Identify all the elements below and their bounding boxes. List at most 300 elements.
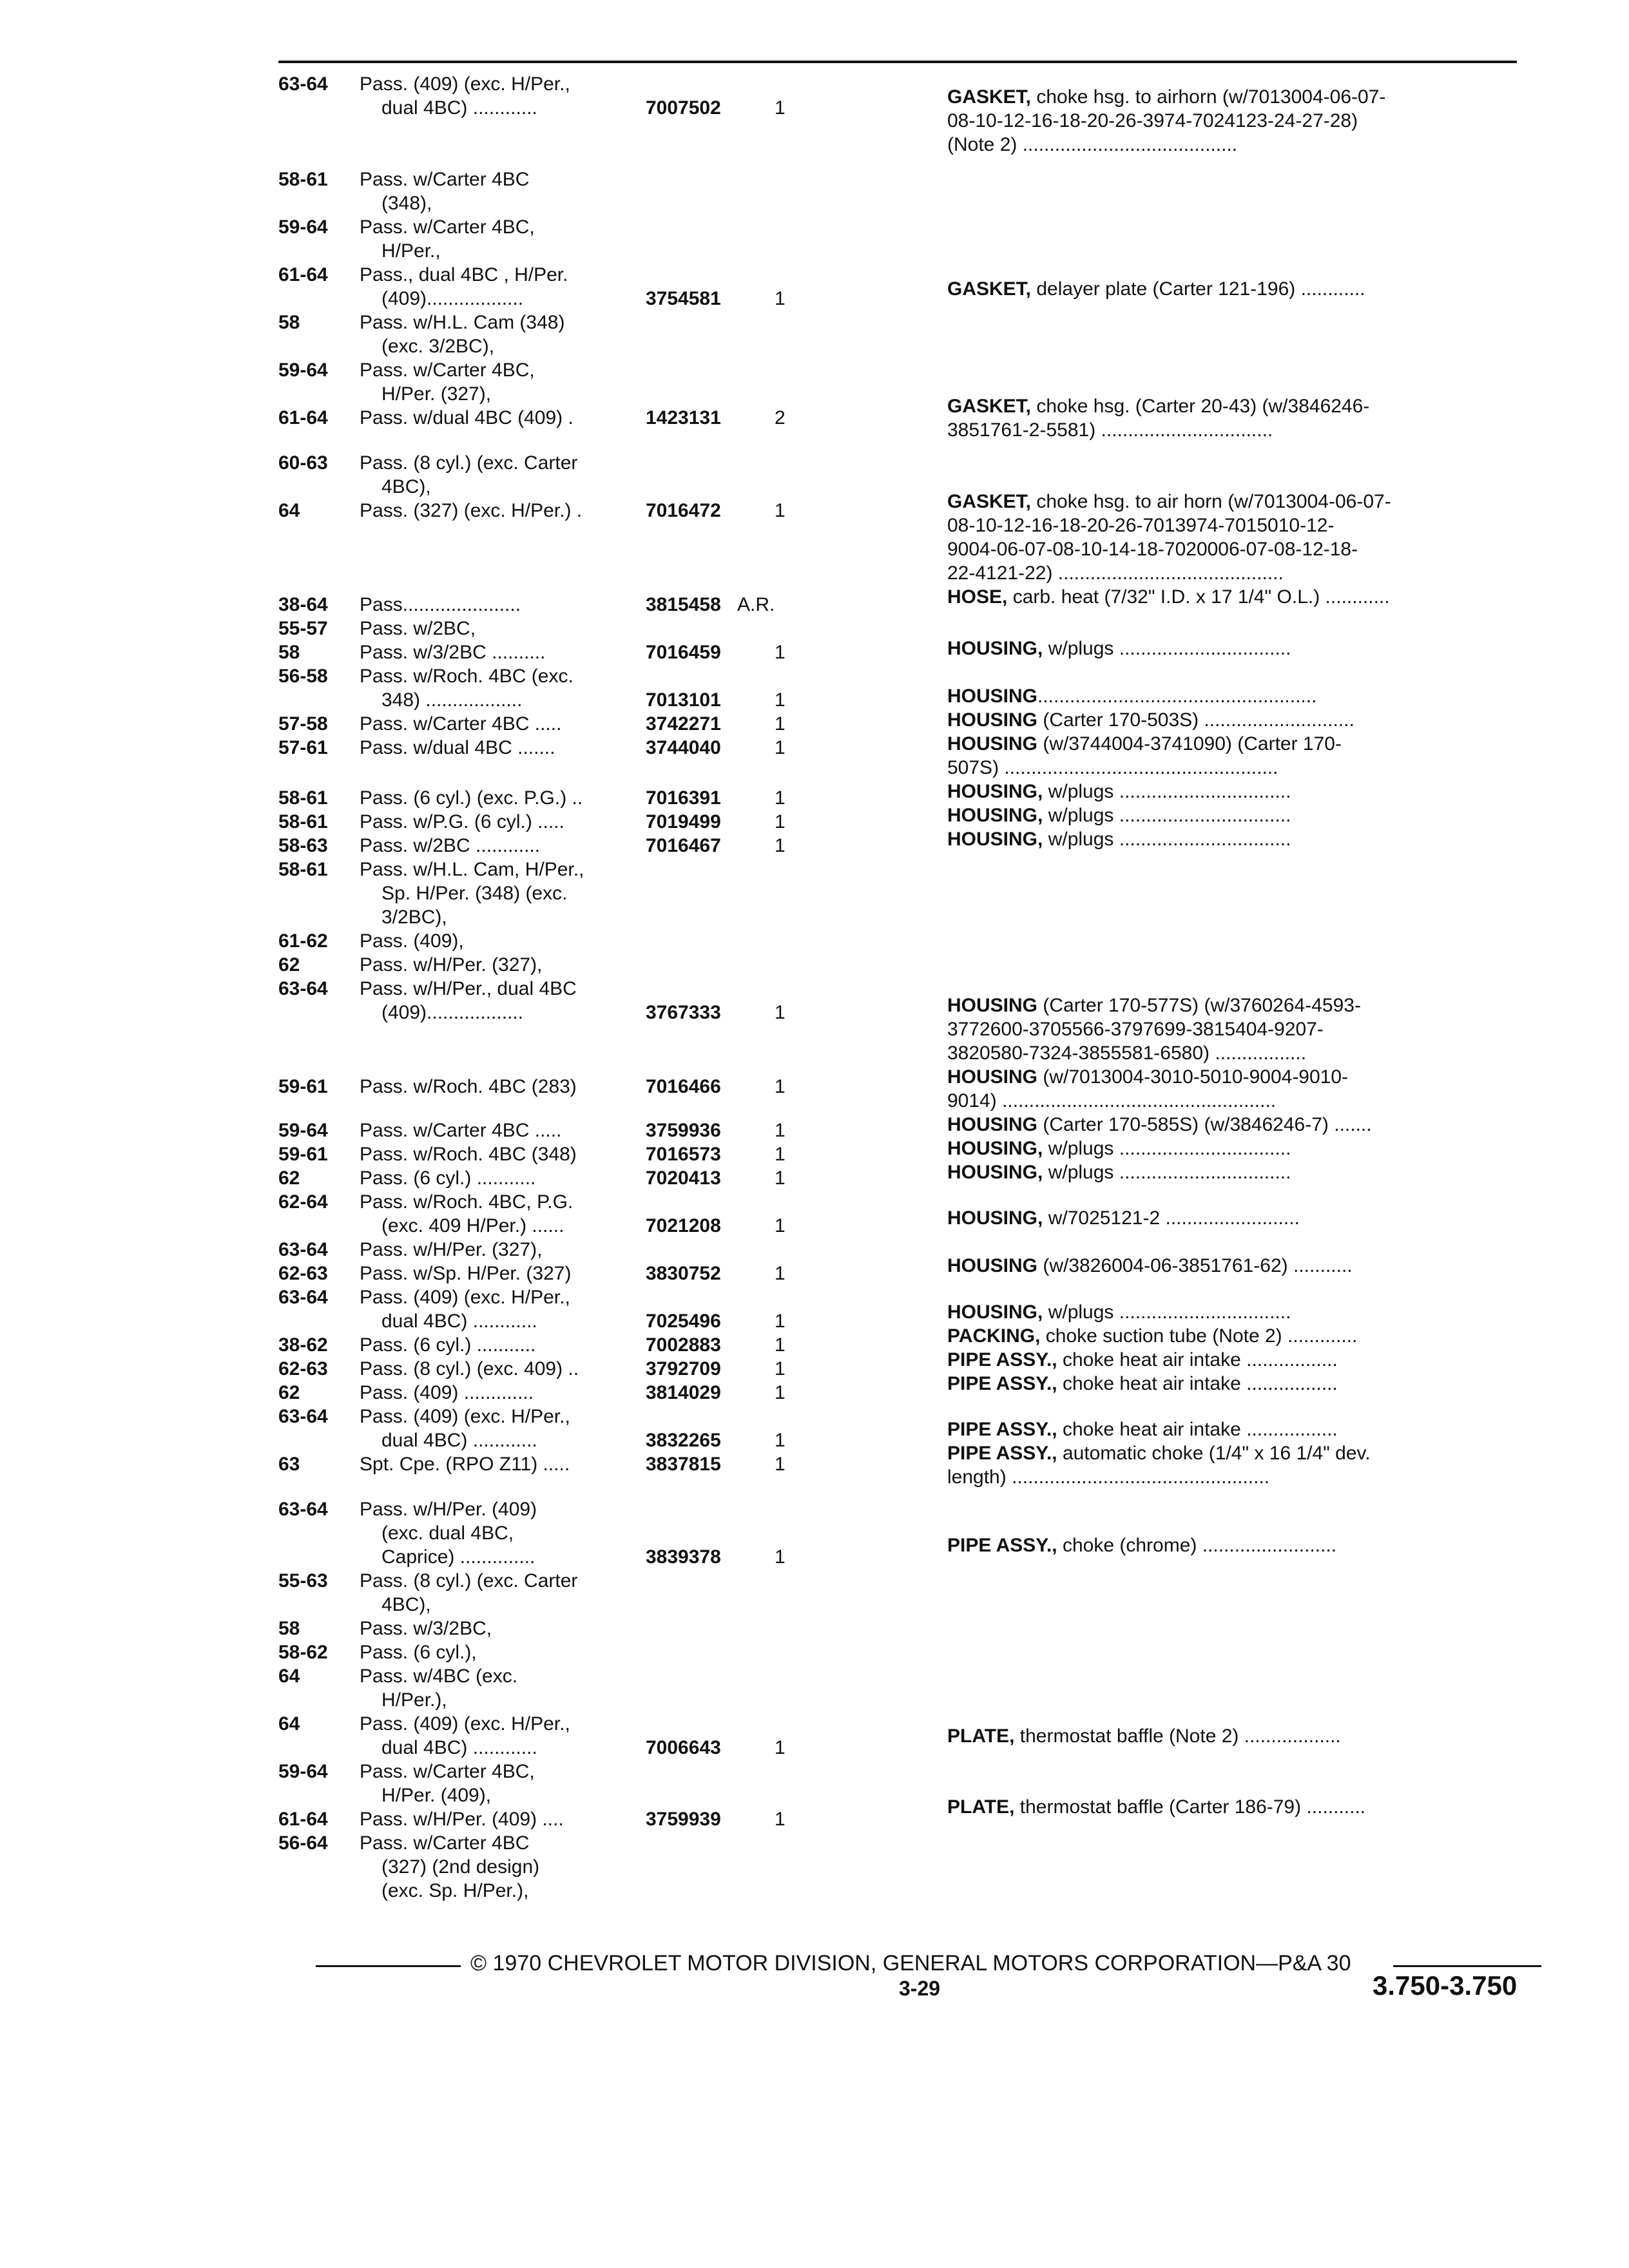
application-text: Pass. w/2BC, — [360, 618, 476, 639]
description-text: choke heat air intake ................. — [1057, 1373, 1338, 1394]
quantity: 1 — [775, 713, 786, 735]
part-description — [947, 994, 1527, 1184]
part-description — [947, 277, 1527, 301]
application-row — [278, 1879, 845, 1903]
quantity: 1 — [775, 1168, 786, 1189]
application-row — [278, 1712, 845, 1736]
application-text: Pass. (6 cyl.) ........... — [360, 1168, 536, 1189]
part-number: 3767333 — [646, 1002, 721, 1023]
application-text: Pass. w/Roch. 4BC, P.G. — [360, 1191, 574, 1213]
application-row — [278, 1285, 845, 1309]
description-line — [947, 1795, 1527, 1819]
application-text: Pass. (409) (exc. H/Per., — [360, 73, 570, 95]
application-text: Pass. w/4BC (exc. — [360, 1666, 518, 1687]
description-text: (w/3744004-3741090) (Carter 170- — [1037, 733, 1342, 754]
description-text: 3851761-2-5581) ................................ — [947, 419, 1273, 441]
application-row — [278, 1593, 845, 1617]
application-text: Pass. w/Carter 4BC — [360, 169, 530, 190]
quantity: 1 — [775, 500, 786, 521]
model-years: 59-64 — [278, 216, 328, 238]
application-row — [278, 1166, 845, 1190]
description-line — [947, 708, 1527, 732]
application-row — [278, 1545, 845, 1569]
quantity: 1 — [775, 835, 786, 856]
part-number: 3759939 — [646, 1809, 721, 1830]
application-text: 4BC), — [381, 1594, 431, 1615]
quantity: 1 — [775, 1382, 786, 1403]
model-years: 59-64 — [278, 1761, 328, 1782]
part-name: HOUSING, — [947, 781, 1043, 802]
model-years: 63-64 — [278, 978, 328, 999]
application-group — [278, 593, 845, 760]
application-row — [278, 1640, 845, 1664]
description-line — [947, 1372, 1527, 1396]
part-name: HOUSING, — [947, 638, 1043, 659]
part-description — [947, 1418, 1527, 1489]
application-text: (exc. 409 H/Per.) ...... — [381, 1215, 564, 1236]
description-text: choke (chrome) ......................... — [1057, 1535, 1337, 1556]
application-text: Caprice) .............. — [381, 1546, 535, 1568]
application-row — [278, 499, 845, 523]
part-name: HOUSING — [947, 733, 1038, 754]
application-row — [278, 1783, 845, 1807]
part-number: 7006643 — [646, 1737, 721, 1758]
description-text: w/plugs ................................ — [1043, 1302, 1291, 1323]
part-number: 7016466 — [646, 1076, 721, 1097]
application-text: Pass. w/2BC ............ — [360, 835, 541, 856]
application-row — [278, 953, 845, 977]
application-row — [278, 1119, 845, 1142]
quantity: 1 — [775, 1737, 786, 1758]
part-name: HOUSING, — [947, 1138, 1043, 1159]
part-name: HOUSING, — [947, 805, 1043, 826]
application-row — [278, 1688, 845, 1712]
part-number: 3815458 — [646, 594, 721, 615]
quantity: 1 — [775, 1002, 786, 1023]
part-number: 3814029 — [646, 1382, 721, 1403]
application-text: (exc. 3/2BC), — [381, 336, 495, 357]
application-row — [278, 334, 845, 358]
part-number: 7016573 — [646, 1144, 721, 1165]
description-line — [947, 514, 1527, 537]
description-text: automatic choke (1/4" x 16 1/4" dev. — [1057, 1443, 1371, 1464]
application-text: Pass. w/Roch. 4BC (348) — [360, 1144, 577, 1165]
model-years: 55-63 — [278, 1570, 328, 1591]
description-text: carb. heat (7/32" I.D. x 17 1/4" O.L.) ............ — [1007, 586, 1390, 608]
model-years: 38-62 — [278, 1334, 328, 1356]
model-years: 58-63 — [278, 835, 328, 856]
part-number: 7019499 — [646, 811, 721, 832]
application-text: Sp. H/Per. (348) (exc. — [381, 883, 568, 904]
application-row — [278, 640, 845, 664]
quantity: 1 — [775, 1546, 786, 1568]
description-text: choke heat air intake ................. — [1057, 1349, 1338, 1370]
application-row — [278, 406, 845, 430]
part-description — [947, 1724, 1527, 1748]
description-line — [947, 1324, 1527, 1348]
part-name: HOUSING — [947, 686, 1038, 707]
application-row — [278, 905, 845, 929]
part-name: HOUSING — [947, 1066, 1038, 1088]
part-name: PIPE ASSY., — [947, 1419, 1057, 1440]
application-row — [278, 712, 845, 736]
part-number: 7002883 — [646, 1334, 721, 1356]
part-name: GASKET, — [947, 278, 1032, 300]
application-row — [278, 1497, 845, 1521]
model-years: 63-64 — [278, 1287, 328, 1308]
part-description — [947, 394, 1527, 442]
part-number: 7025496 — [646, 1311, 721, 1332]
part-name: PLATE, — [947, 1796, 1015, 1818]
application-row — [278, 810, 845, 834]
part-name: HOUSING — [947, 1114, 1038, 1135]
quantity: 1 — [775, 1263, 786, 1284]
description-line — [947, 1441, 1527, 1465]
model-years: 62-64 — [278, 1191, 328, 1213]
quantity: 1 — [775, 288, 786, 309]
description-text: (w/7013004-3010-5010-9004-9010- — [1037, 1066, 1349, 1088]
application-row — [278, 1736, 845, 1760]
quantity: 1 — [775, 1311, 786, 1332]
application-row — [278, 1381, 845, 1405]
application-row — [278, 1142, 845, 1166]
application-text: Pass. (409) ............. — [360, 1382, 534, 1403]
part-description — [947, 684, 1527, 851]
application-text: H/Per., — [381, 240, 441, 262]
model-years: 64 — [278, 1666, 300, 1687]
quantity: 1 — [775, 1076, 786, 1097]
part-name: GASKET, — [947, 86, 1032, 108]
description-text: choke suction tube (Note 2) ............. — [1040, 1325, 1358, 1347]
description-line — [947, 537, 1527, 561]
application-text: Pass. (409), — [360, 930, 464, 952]
description-line — [947, 1465, 1527, 1489]
model-years: 62 — [278, 954, 300, 975]
copyright-notice: © 1970 CHEVROLET MOTOR DIVISION, GENERAL MOTORS CORPORATION—P&A 30 — [470, 1951, 1351, 1975]
model-years: 59-64 — [278, 1120, 328, 1141]
description-text: (Carter 170-577S) (w/3760264-4593- — [1037, 995, 1361, 1016]
description-text: thermostat baffle (Note 2) .................. — [1014, 1725, 1341, 1747]
description-line — [947, 1348, 1527, 1372]
application-text: dual 4BC) ............ — [381, 1430, 537, 1451]
model-years: 59-61 — [278, 1076, 328, 1097]
description-text: 22-4121-22) .......................................... — [947, 562, 1284, 584]
description-line — [947, 756, 1527, 780]
model-years: 63-64 — [278, 73, 328, 95]
application-text: dual 4BC) ............ — [381, 97, 537, 119]
application-text: Pass. w/Roch. 4BC (283) — [360, 1076, 577, 1097]
description-line — [947, 1089, 1527, 1113]
description-line — [947, 1254, 1527, 1278]
description-line — [947, 1017, 1527, 1041]
quantity: 1 — [775, 97, 786, 119]
application-row — [278, 1428, 845, 1452]
model-years: 58-62 — [278, 1642, 328, 1663]
model-years: 62 — [278, 1168, 300, 1189]
model-years: 59-61 — [278, 1144, 328, 1165]
model-years: 58 — [278, 642, 300, 663]
quantity: 1 — [775, 1454, 786, 1475]
application-row — [278, 382, 845, 406]
part-number: 7016472 — [646, 500, 721, 521]
application-row — [278, 736, 845, 760]
application-text: Pass. (327) (exc. H/Per.) . — [360, 500, 583, 521]
application-row — [278, 215, 845, 239]
application-row — [278, 451, 845, 475]
application-group — [278, 1075, 845, 1099]
application-row — [278, 1309, 845, 1333]
part-number: 7016467 — [646, 835, 721, 856]
model-years: 61-64 — [278, 407, 328, 428]
quantity: 1 — [775, 811, 786, 832]
application-row — [278, 72, 845, 96]
part-name: GASKET, — [947, 396, 1032, 417]
application-row — [278, 1214, 845, 1238]
part-number: 3839378 — [646, 1546, 721, 1568]
application-row — [278, 1452, 845, 1476]
quantity: 1 — [775, 787, 786, 809]
description-line — [947, 561, 1527, 585]
description-line — [947, 1137, 1527, 1160]
model-years: 59-64 — [278, 360, 328, 381]
application-text: Pass. w/H/Per. (409) .... — [360, 1809, 564, 1830]
description-line — [947, 803, 1527, 827]
part-number: 3742271 — [646, 713, 721, 735]
application-text: Pass. w/Roch. 4BC (exc. — [360, 666, 574, 687]
part-description — [947, 1795, 1527, 1819]
application-text: (348), — [381, 193, 432, 214]
model-years: 63 — [278, 1454, 300, 1475]
quantity: 1 — [775, 1215, 786, 1236]
model-years: 55-57 — [278, 618, 328, 639]
model-years: 58-61 — [278, 787, 328, 809]
description-line — [947, 994, 1527, 1017]
quantity: 2 — [775, 407, 786, 428]
application-row — [278, 1238, 845, 1262]
part-number: 7016391 — [646, 787, 721, 809]
description-text: w/plugs ................................ — [1043, 781, 1291, 802]
application-row — [278, 1664, 845, 1688]
application-row — [278, 1001, 845, 1024]
application-group — [278, 786, 845, 1024]
part-number: 7013101 — [646, 689, 721, 711]
application-text: Pass. w/Carter 4BC, — [360, 216, 535, 238]
application-text: Pass. w/H.L. Cam (348) — [360, 312, 565, 333]
application-group — [278, 168, 845, 430]
application-row — [278, 929, 845, 953]
section-number: 3.750-3.750 — [1373, 1970, 1518, 2001]
model-years: 62-63 — [278, 1358, 328, 1379]
part-description — [947, 1206, 1527, 1230]
description-line — [947, 732, 1527, 756]
application-row — [278, 1333, 845, 1357]
application-text: Spt. Cpe. (RPO Z11) ..... — [360, 1454, 570, 1475]
description-line — [947, 637, 1527, 660]
application-text: Pass. (409) (exc. H/Per., — [360, 1406, 570, 1427]
description-line — [947, 1160, 1527, 1184]
description-text: w/plugs ................................ — [1043, 1138, 1291, 1159]
part-number: 3830752 — [646, 1263, 721, 1284]
application-row — [278, 311, 845, 334]
application-row — [278, 688, 845, 712]
model-years: 61-64 — [278, 264, 328, 285]
description-text: w/7025121-2 ......................... — [1043, 1207, 1300, 1229]
description-text: choke heat air intake ................. — [1057, 1419, 1338, 1440]
model-years: 38-64 — [278, 594, 328, 615]
description-text: thermostat baffle (Carter 186-79) ........... — [1014, 1796, 1366, 1818]
part-name: HOUSING — [947, 709, 1038, 731]
model-years: 63-64 — [278, 1239, 328, 1260]
application-text: Pass. w/H/Per., dual 4BC — [360, 978, 577, 999]
application-text: Pass. w/3/2BC .......... — [360, 642, 546, 663]
application-row — [278, 664, 845, 688]
description-text: .................................................... — [1037, 686, 1317, 707]
part-name: PACKING, — [947, 1325, 1041, 1347]
part-name: HOUSING — [947, 995, 1038, 1016]
model-years: 58-61 — [278, 859, 328, 880]
application-text: Pass. (409) (exc. H/Per., — [360, 1713, 570, 1735]
description-text: w/plugs ................................ — [1043, 829, 1291, 850]
application-row — [278, 786, 845, 810]
quantity: 1 — [775, 1120, 786, 1141]
application-group — [278, 1497, 845, 1903]
quantity: 1 — [775, 642, 786, 663]
model-years: 61-64 — [278, 1809, 328, 1830]
model-years: 63-64 — [278, 1499, 328, 1520]
application-group — [278, 451, 845, 523]
description-text: 08-10-12-16-18-20-26-3974-7024123-24-27-28) — [947, 110, 1358, 131]
part-description — [947, 490, 1527, 609]
description-line — [947, 1533, 1527, 1557]
application-row — [278, 1262, 845, 1285]
part-number: 3837815 — [646, 1454, 721, 1475]
application-row — [278, 858, 845, 881]
part-number: 3832265 — [646, 1430, 721, 1451]
application-text: Pass. w/H/Per. (327), — [360, 1239, 543, 1260]
application-text: Pass. (8 cyl.) (exc. 409) .. — [360, 1358, 579, 1379]
description-line — [947, 827, 1527, 851]
description-line — [947, 1041, 1527, 1065]
application-text: (409).................. — [381, 288, 524, 309]
application-text: Pass. w/H.L. Cam, H/Per., — [360, 859, 584, 880]
part-name: PIPE ASSY., — [947, 1443, 1057, 1464]
application-text: Pass., dual 4BC , H/Per. — [360, 264, 568, 285]
description-line — [947, 1300, 1527, 1324]
description-text: 9004-06-07-08-10-14-18-7020006-07-08-12-18- — [947, 539, 1358, 560]
application-text: Pass. w/Carter 4BC ..... — [360, 713, 562, 735]
application-row — [278, 1617, 845, 1640]
part-name: PIPE ASSY., — [947, 1373, 1057, 1394]
model-years: 64 — [278, 500, 300, 521]
application-text: 348) .................. — [381, 689, 523, 711]
part-number: 3792709 — [646, 1358, 721, 1379]
description-line — [947, 1113, 1527, 1137]
application-row — [278, 1807, 845, 1831]
quantity: 1 — [775, 737, 786, 758]
model-years: 61-62 — [278, 930, 328, 952]
application-text: Pass. w/Carter 4BC ..... — [360, 1120, 562, 1141]
description-line — [947, 109, 1527, 133]
application-group — [278, 1119, 845, 1476]
part-number: 3759936 — [646, 1120, 721, 1141]
description-text: 507S) ................................................... — [947, 757, 1278, 778]
application-row — [278, 287, 845, 311]
quantity: A.R. — [737, 594, 775, 615]
application-text: Pass. w/Sp. H/Per. (327) — [360, 1263, 572, 1284]
description-line — [947, 133, 1527, 157]
application-text: Pass. (409) (exc. H/Per., — [360, 1287, 570, 1308]
description-text: 3772600-3705566-3797699-3815404-9207- — [947, 1019, 1324, 1040]
application-row — [278, 881, 845, 905]
part-number: 3744040 — [646, 737, 721, 758]
description-line — [947, 418, 1527, 442]
application-row — [278, 96, 845, 120]
part-name: HOUSING — [947, 1255, 1038, 1276]
application-text: Pass...................... — [360, 594, 521, 615]
part-number: 7021208 — [646, 1215, 721, 1236]
quantity: 1 — [775, 689, 786, 711]
application-row — [278, 1760, 845, 1783]
application-text: dual 4BC) ............ — [381, 1311, 537, 1332]
part-name: HOSE, — [947, 586, 1008, 608]
application-row — [278, 358, 845, 382]
quantity: 1 — [775, 1144, 786, 1165]
top-rule — [278, 61, 1517, 63]
application-text: H/Per. (409), — [381, 1785, 492, 1806]
application-text: Pass. w/H/Per. (409) — [360, 1499, 537, 1520]
application-text: 4BC), — [381, 476, 431, 497]
application-text: Pass. (8 cyl.) (exc. Carter — [360, 1570, 578, 1591]
description-text: choke hsg. to airhorn (w/7013004-06-07- — [1031, 86, 1386, 108]
footer-rule-right — [1393, 1965, 1541, 1967]
description-text: (Carter 170-503S) ............................ — [1037, 709, 1354, 731]
application-text: Pass. w/H/Per. (327), — [360, 954, 543, 975]
application-text: Pass. (6 cyl.) (exc. P.G.) .. — [360, 787, 583, 809]
description-line — [947, 1206, 1527, 1230]
part-name: PLATE, — [947, 1725, 1015, 1747]
application-text: Pass. w/dual 4BC ....... — [360, 737, 555, 758]
application-text: 3/2BC), — [381, 907, 447, 928]
application-text: Pass. (8 cyl.) (exc. Carter — [360, 452, 578, 474]
description-line — [947, 85, 1527, 109]
description-text: choke hsg. to air horn (w/7013004-06-07- — [1031, 491, 1391, 512]
description-text: 08-10-12-16-18-20-26-7013974-7015010-12- — [947, 515, 1335, 536]
application-text: Pass. w/P.G. (6 cyl.) ..... — [360, 811, 564, 832]
part-name: HOUSING, — [947, 1302, 1043, 1323]
description-text: 9014) ................................................... — [947, 1090, 1277, 1111]
description-line — [947, 277, 1527, 301]
part-number: 1423131 — [646, 407, 721, 428]
application-row — [278, 977, 845, 1001]
application-text: Pass. w/Carter 4BC, — [360, 1761, 535, 1782]
page-number: 3-29 — [899, 1977, 941, 2000]
description-text: w/plugs ................................ — [1043, 638, 1291, 659]
quantity: 1 — [775, 1809, 786, 1830]
model-years: 64 — [278, 1713, 300, 1735]
part-description — [947, 637, 1527, 660]
part-name: HOUSING, — [947, 829, 1043, 850]
model-years: 56-58 — [278, 666, 328, 687]
part-name: HOUSING, — [947, 1207, 1043, 1229]
application-text: (exc. Sp. H/Per.), — [381, 1880, 529, 1901]
application-text: H/Per.), — [381, 1689, 447, 1711]
description-line — [947, 1418, 1527, 1441]
application-text: Pass. (6 cyl.) ........... — [360, 1334, 536, 1356]
part-name: PIPE ASSY., — [947, 1349, 1057, 1370]
description-line — [947, 1065, 1527, 1089]
application-row — [278, 834, 845, 858]
model-years: 62-63 — [278, 1263, 328, 1284]
